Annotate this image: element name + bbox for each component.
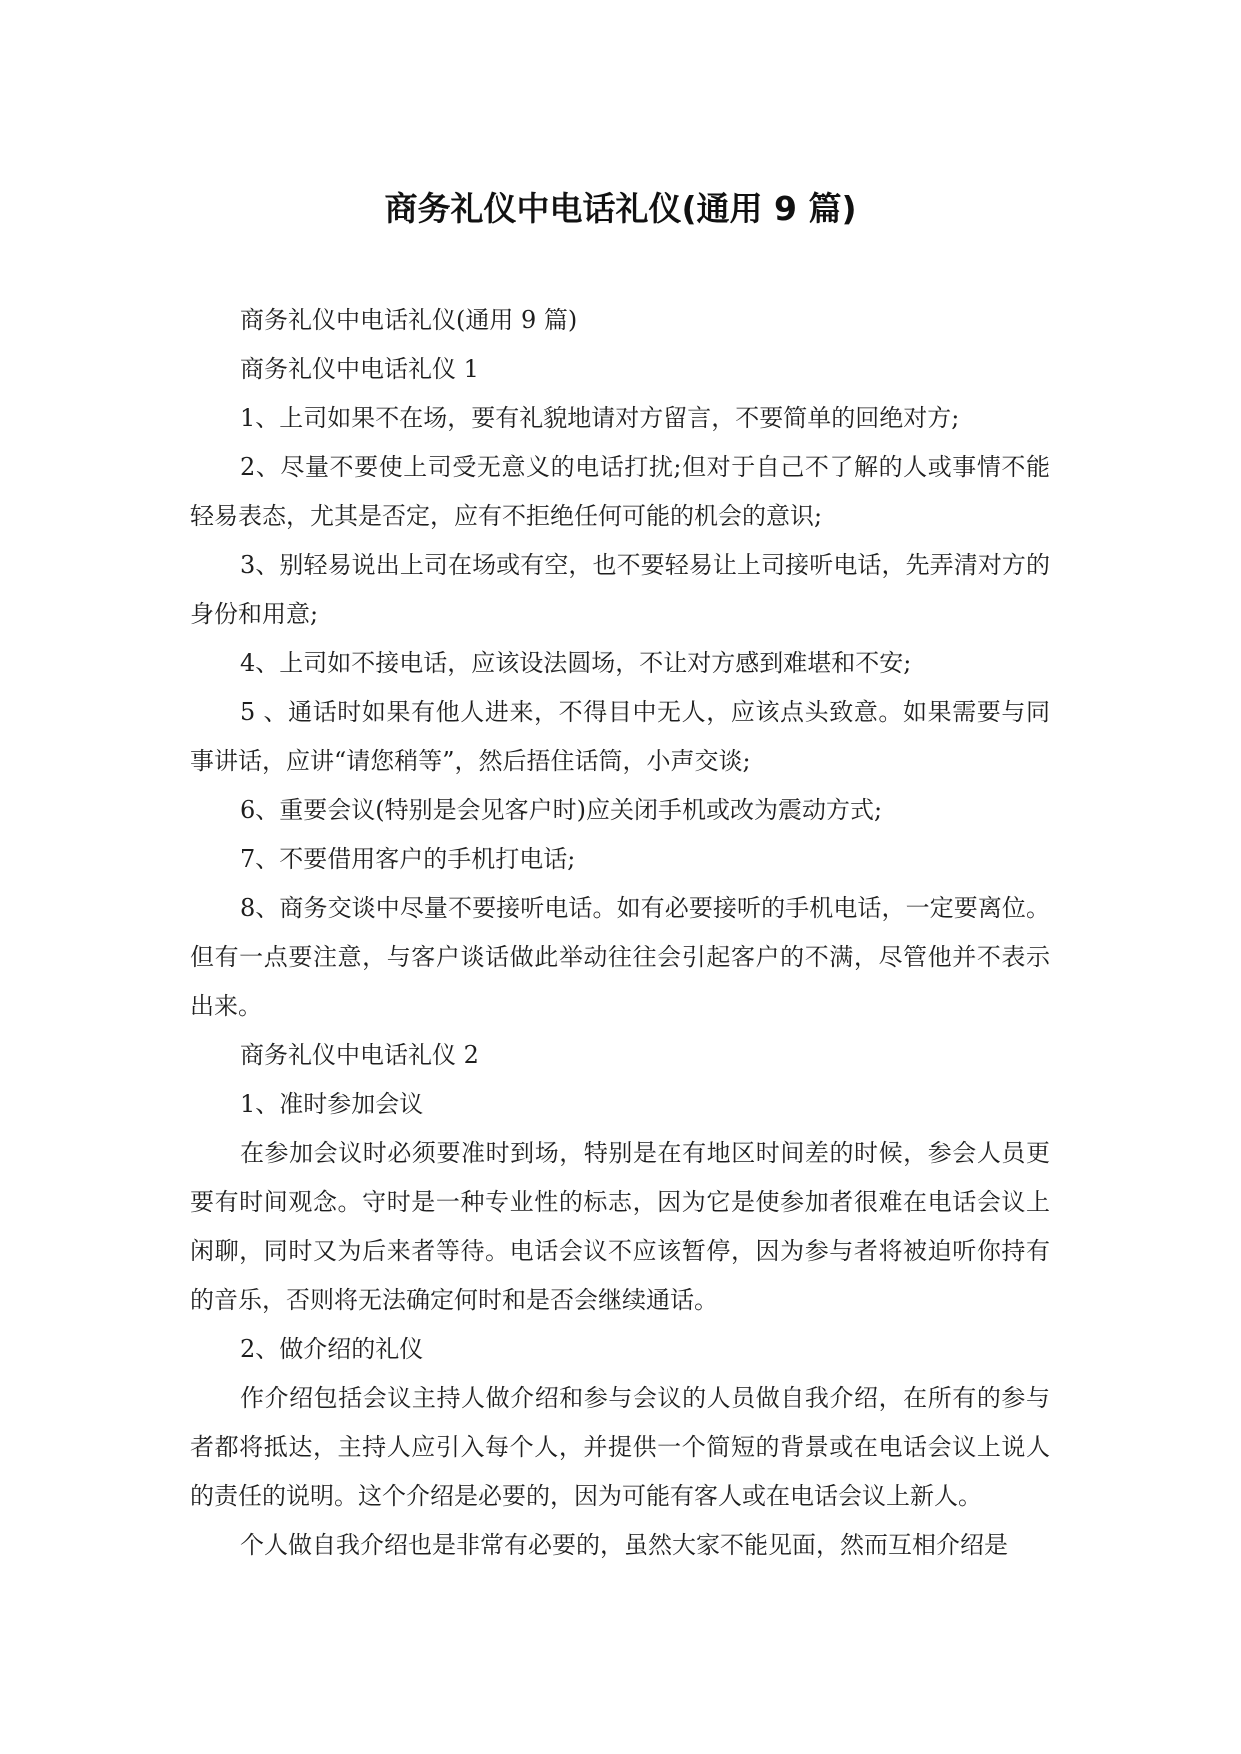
paragraph: 1、上司如果不在场，要有礼貌地请对方留言，不要简单的回绝对方; bbox=[240, 404, 960, 432]
paragraph: 4、上司如不接电话，应该设法圆场，不让对方感到难堪和不安; bbox=[240, 649, 912, 677]
paragraph: 2、做介绍的礼仪 bbox=[240, 1335, 424, 1363]
paragraph: 作介绍包括会议主持人做介绍和参与会议的人员做自我介绍，在所有的参与者都将抵达，主持人应引入每个人，并提供一个简短的背景或在电话会议上说人的责任的说明。这个介绍是必要的，因为可能有客人或在电话会议上新人。 bbox=[190, 1384, 1050, 1510]
document-title: 商务礼仪中电话礼仪(通用 9 篇) bbox=[384, 189, 857, 228]
paragraph: 商务礼仪中电话礼仪 1 bbox=[240, 355, 479, 383]
paragraph: 商务礼仪中电话礼仪(通用 9 篇) bbox=[240, 306, 578, 334]
paragraph: 1、准时参加会议 bbox=[240, 1090, 424, 1118]
paragraph: 8、商务交谈中尽量不要接听电话。如有必要接听的手机电话，一定要离位。但有一点要注意，与客户谈话做此举动往往会引起客户的不满，尽管他并不表示出来。 bbox=[190, 894, 1050, 1020]
paragraph: 3、别轻易说出上司在场或有空，也不要轻易让上司接听电话，先弄清对方的身份和用意; bbox=[190, 551, 1050, 628]
paragraph: 6、重要会议(特别是会见客户时)应关闭手机或改为震动方式; bbox=[240, 796, 883, 824]
paragraph: 5 、通话时如果有他人进来，不得目中无人，应该点头致意。如果需要与同事讲话，应讲“请您稍等”，然后捂住话筒，小声交谈; bbox=[190, 698, 1050, 775]
paragraph: 个人做自我介绍也是非常有必要的，虽然大家不能见面，然而互相介绍是 bbox=[240, 1531, 1008, 1559]
document-body bbox=[190, 296, 1050, 1570]
paragraph: 在参加会议时必须要准时到场，特别是在有地区时间差的时候，参会人员更要有时间观念。守时是一种专业性的标志，因为它是使参加者很难在电话会议上闲聊，同时又为后来者等待。电话会议不应该暂停，因为参与者将被迫听你持有的音乐，否则将无法确定何时和是否会继续通话。 bbox=[190, 1139, 1050, 1314]
paragraph: 7、不要借用客户的手机打电话; bbox=[240, 845, 576, 873]
paragraph: 2、尽量不要使上司受无意义的电话打扰;但对于自己不了解的人或事情不能轻易表态，尤其是否定，应有不拒绝任何可能的机会的意识; bbox=[190, 453, 1050, 530]
paragraph: 商务礼仪中电话礼仪 2 bbox=[240, 1041, 479, 1069]
